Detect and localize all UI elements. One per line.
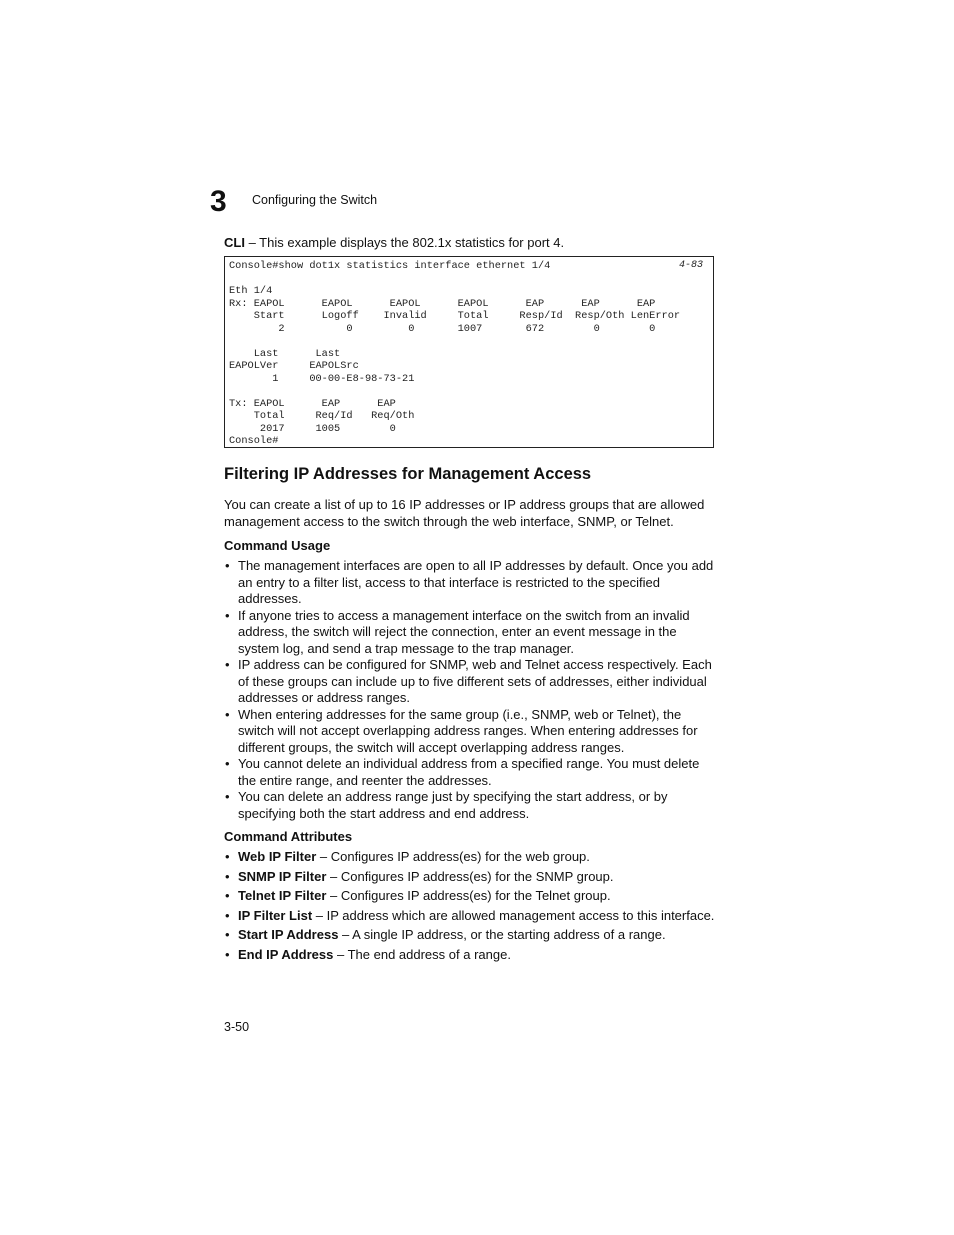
list-item: • You cannot delete an individual address from a specified range. You must delete the entire range, and reenter the addresses.	[224, 756, 720, 789]
page-number: 3-50	[224, 1020, 250, 1034]
attribute-term: End IP Address	[238, 946, 334, 962]
attribute-term: SNMP IP Filter	[238, 868, 327, 884]
attribute-desc: – The end address of a range.	[333, 946, 511, 962]
list-item	[224, 869, 720, 886]
list-item: • You can delete an address range just by specifying the start address, or by specifying both the start address and end address.	[224, 789, 720, 822]
list-item: • The management interfaces are open to all IP addresses by default. Once you add an entry to a filter list, access to that interface is restricted to the specified addresses.	[224, 558, 720, 608]
list-item	[224, 888, 720, 905]
attribute-term: Start IP Address	[238, 927, 339, 942]
attribute-term: IP Filter List	[238, 907, 313, 923]
command-reference: 4-83	[678, 260, 703, 271]
attribute-desc: – Configures IP address(es) for the SNMP group.	[326, 868, 614, 884]
chapter-number: 3	[210, 185, 227, 218]
cli-example-box	[224, 256, 714, 448]
cli-intro-text: – This example displays the 802.1x statistics for port 4.	[244, 235, 565, 250]
list-item	[224, 927, 720, 944]
attribute-term: Telnet IP Filter	[238, 888, 327, 903]
list-item: • If anyone tries to access a management interface on the switch from an invalid address, the switch will reject the connection, enter an event message in the system log, and send a trap message to the trap manager.	[224, 608, 720, 658]
command-usage-list	[224, 558, 720, 822]
list-item: • IP address can be configured for SNMP, web and Telnet access respectively. Each of these groups can include up to five different sets of addresses, either individual addresses or address ranges.	[224, 657, 720, 707]
list-item	[224, 849, 720, 866]
command-attributes-heading: Command Attributes	[224, 829, 353, 844]
running-title: Configuring the Switch	[252, 193, 378, 207]
command-attributes-list	[224, 849, 720, 966]
cli-output: Console#show dot1x statistics interface ethernet 1/4 Eth 1/4 Rx: EAPOL EAPOL EAPOL EAPOL EAP EAP EAP Start Logoff Invalid Total Resp/Id Resp/Oth LenError 2 0 0 1007 672 0 0 Last Last EAPOLVer EAPOLSrc 1 00-00-E8-98-73-21 Tx: EAPOL EAP EAP Total Req/Id Req/Oth 2017 1005 0 Console#	[229, 260, 681, 447]
attribute-desc: – Configures IP address(es) for the web group.	[316, 849, 590, 864]
attribute-desc: – Configures IP address(es) for the Telnet group.	[326, 888, 611, 903]
list-item: • When entering addresses for the same group (i.e., SNMP, web or Telnet), the switch will not accept overlapping address ranges. When entering addresses for different groups, the switch will accept overlapping address ranges.	[224, 707, 720, 757]
section-intro: You can create a list of up to 16 IP addresses or IP address groups that are allowed management access to the switch through the web interface, SNMP, or Telnet.	[224, 497, 705, 529]
attribute-desc: – IP address which are allowed management access to this interface.	[312, 907, 715, 923]
cli-intro	[224, 235, 564, 250]
cli-label: CLI	[224, 235, 245, 250]
attribute-desc: – A single IP address, or the starting address of a range.	[338, 927, 666, 942]
list-item	[224, 908, 720, 925]
attribute-term: Web IP Filter	[238, 849, 317, 864]
command-usage-heading: Command Usage	[224, 538, 331, 553]
list-item	[224, 947, 720, 964]
section-title: Filtering IP Addresses for Management Access	[224, 465, 592, 483]
